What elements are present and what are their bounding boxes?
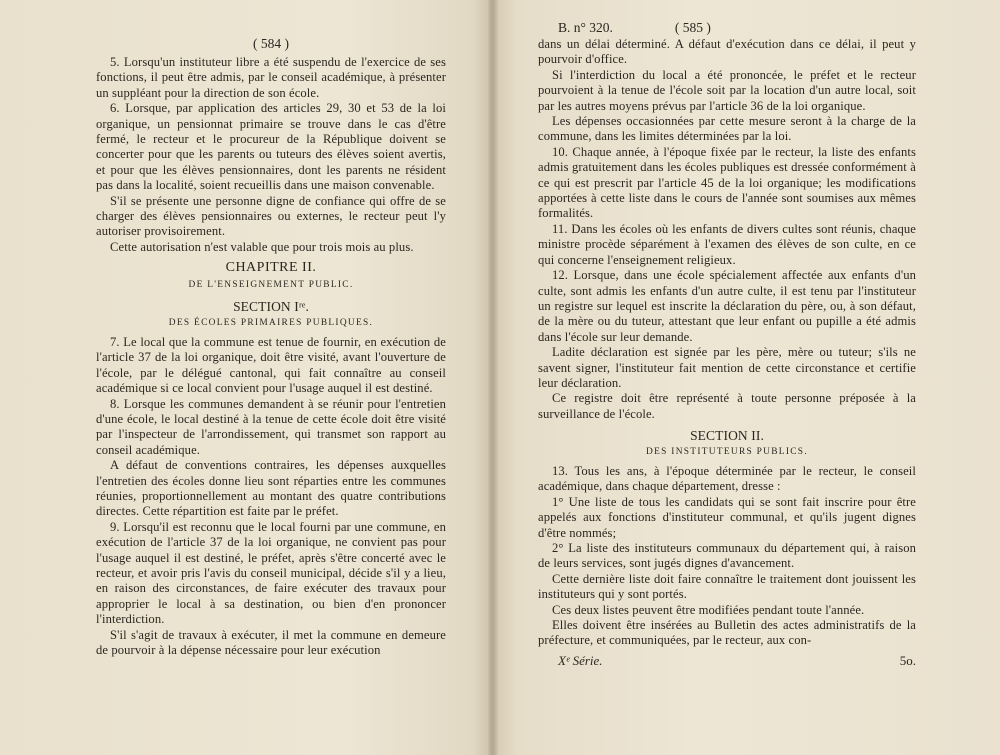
paragraph-art-9-end: dans un délai déterminé. A défaut d'exécution dans ce délai, il peut y pourvoir d'office. — [538, 37, 916, 67]
paragraph-art-6-cont: S'il se présente une personne digne de confiance qui offre de se charger des élèves pensionnaires ou externes, le recteur peut l'y autoriser provisoirement. — [96, 193, 446, 239]
right-page — [492, 0, 1000, 755]
paragraph-art-10: 10. Chaque année, à l'époque fixée par le recteur, la liste des enfants admis gratuitement dans les écoles publiques est dressée conformément à ce qui est prescrit par l'article 45 de la loi organique; les modifications apportées à cette liste dans le cours de l'année sont soumises aux mêmes formalités. — [538, 144, 916, 221]
paragraph-art-11: 11. Dans les écoles où les enfants de divers cultes sont réunis, chaque ministre procède séparément à l'examen des élèves de son culte, en ce qui concerne l'enseignement religieux. — [538, 221, 916, 267]
paragraph-art-9-cont: S'il s'agit de travaux à exécuter, il met la commune en demeure de pourvoir à la dépense nécessaire pour leur exécution — [96, 627, 446, 658]
section-2-subtitle: DES INSTITUTEURS PUBLICS. — [646, 446, 808, 457]
left-page — [0, 0, 492, 755]
paragraph-art-6: 6. Lorsque, par application des articles 29, 30 et 53 de la loi organique, un pensionnat primaire se trouve dans le cas d'être fermé, le recteur et le procureur de la République doivent se concerter pour que les parents ou tuteurs des élèves soient avertis, et pour que les élèves pensionnaires, dont les parents ne résident pas dans la localité, soient recueillis dans une maison convenable. — [96, 101, 446, 193]
paragraph-art-5: 5. Lorsqu'un instituteur libre a été suspendu de l'exercice de ses fonctions, il peut être admis, par le conseil académique, à présenter un suppléant pour la direction de son école. — [96, 55, 446, 100]
signature-mark: 5o. — [899, 652, 916, 668]
series-label: Xᵉ Série. — [558, 652, 603, 668]
paragraph-art-13-modif: Ces deux listes peuvent être modifiées pendant toute l'année. — [552, 602, 865, 617]
section-1-subtitle: DES ÉCOLES PRIMAIRES PUBLIQUES. — [168, 317, 374, 328]
chapter-subtitle: DE L'ENSEIGNEMENT PUBLIC. — [188, 279, 354, 290]
right-page-footer — [538, 653, 916, 669]
paragraph-art-9: 9. Lorsqu'il est reconnu que le local fourni par une commune, en exécution de l'article 37 de la loi organique, ne convient pas pour l'usage auquel il est destiné, le préfet, après s'être concerté avec le recteur, et avoir pris l'avis du conseil municipal, décide s'il y a lieu, en raison des circonstances, de faire exécuter des travaux pour approprier le local à sa destination, ou bien d'en prononcer l'interdiction. — [96, 519, 446, 627]
paragraph-art-12: 12. Lorsque, dans une école spécialement affectée aux enfants d'un culte, sont admis les enfants d'un autre culte, il est tenu par l'instituteur un registre sur lequel est inscrite la déclaration du père, ou, à son défaut, de la mère ou du tuteur, attestant que leur enfant ou pupille a été admis dans l'école sur leur demande. — [538, 268, 916, 344]
right-page-header — [538, 20, 916, 36]
paragraph-art-8: 8. Lorsque les communes demandent à se réunir pour l'entretien d'une école, le local destiné à la tenue de cette école doit être visité par l'inspecteur de l'arrondissement, qui transmet son rapport au conseil académique. — [96, 396, 446, 457]
section-2-title: SECTION II. — [690, 428, 764, 444]
paragraph-art-13-cont: Cette dernière liste doit faire connaître le traitement dont jouissent les instituteurs qui y sont portés. — [538, 571, 916, 602]
paragraph-art-8-cont: A défaut de conventions contraires, les dépenses auxquelles l'entretien des écoles donne lieu sont réparties entre les communes réunies, proportionnellement au montant des quatre contributions directes. Cette répartition est faite par le préfet. — [96, 458, 446, 519]
list-item-2: 2° La liste des instituteurs communaux du département qui, à raison de leurs services, sont jugés dignes d'avancement. — [538, 541, 916, 571]
paragraph-art-7: 7. Le local que la commune est tenue de fournir, en exécution de l'article 37 de la loi organique, doit être visité, avant l'ouverture de l'école, par le délégué cantonal, qui fait connaître au conseil académique si ce local convient pour l'usage auquel il est destiné. — [96, 334, 446, 396]
paragraph-art-6-end: Cette autorisation n'est valable que pour trois mois au plus. — [110, 239, 414, 254]
paragraph-art-12-end: Ce registre doit être représenté à toute personne préposée à la surveillance de l'école. — [538, 391, 916, 421]
right-text-block — [538, 37, 916, 649]
bulletin-reference: B. n° 320. — [558, 20, 613, 35]
chapter-title: CHAPITRE II. — [225, 260, 317, 276]
left-text-block — [96, 55, 446, 658]
paragraph-interdiction: Si l'interdiction du local a été prononcée, le préfet et le recteur pourvoient à la tenue de l'école soit par la location d'un autre local, soit par les autres moyens prévus par l'article 36 de la loi organique. — [538, 67, 916, 113]
paragraph-art-13-end: Elles doivent être insérées au Bulletin des actes administratifs de la préfecture, et communiquées, par le recteur, aux con- — [538, 618, 916, 648]
list-item-1: 1° Une liste de tous les candidats qui se sont fait inscrire pour être appelés aux fonctions d'instituteur communal, et qu'ils jugent dignes d'être nommés; — [538, 494, 916, 540]
page-number-left: ( 584 ) — [253, 36, 289, 51]
paragraph-art-12-cont: Ladite déclaration est signée par les père, mère ou tuteur; s'ils ne savent signer, l'instituteur fait mention de cette circonstance et certifie leur déclaration. — [538, 345, 916, 390]
page-number-right: ( 585 ) — [674, 20, 711, 35]
paragraph-art-13: 13. Tous les ans, à l'époque déterminée par le recteur, le conseil académique, dans chaque département, dresse : — [538, 463, 916, 494]
section-1-title: SECTION Iʳᵉ. — [233, 299, 309, 315]
paragraph-depenses: Les dépenses occasionnées par cette mesure seront à la charge de la commune, dans les limites déterminées par la loi. — [538, 114, 916, 144]
